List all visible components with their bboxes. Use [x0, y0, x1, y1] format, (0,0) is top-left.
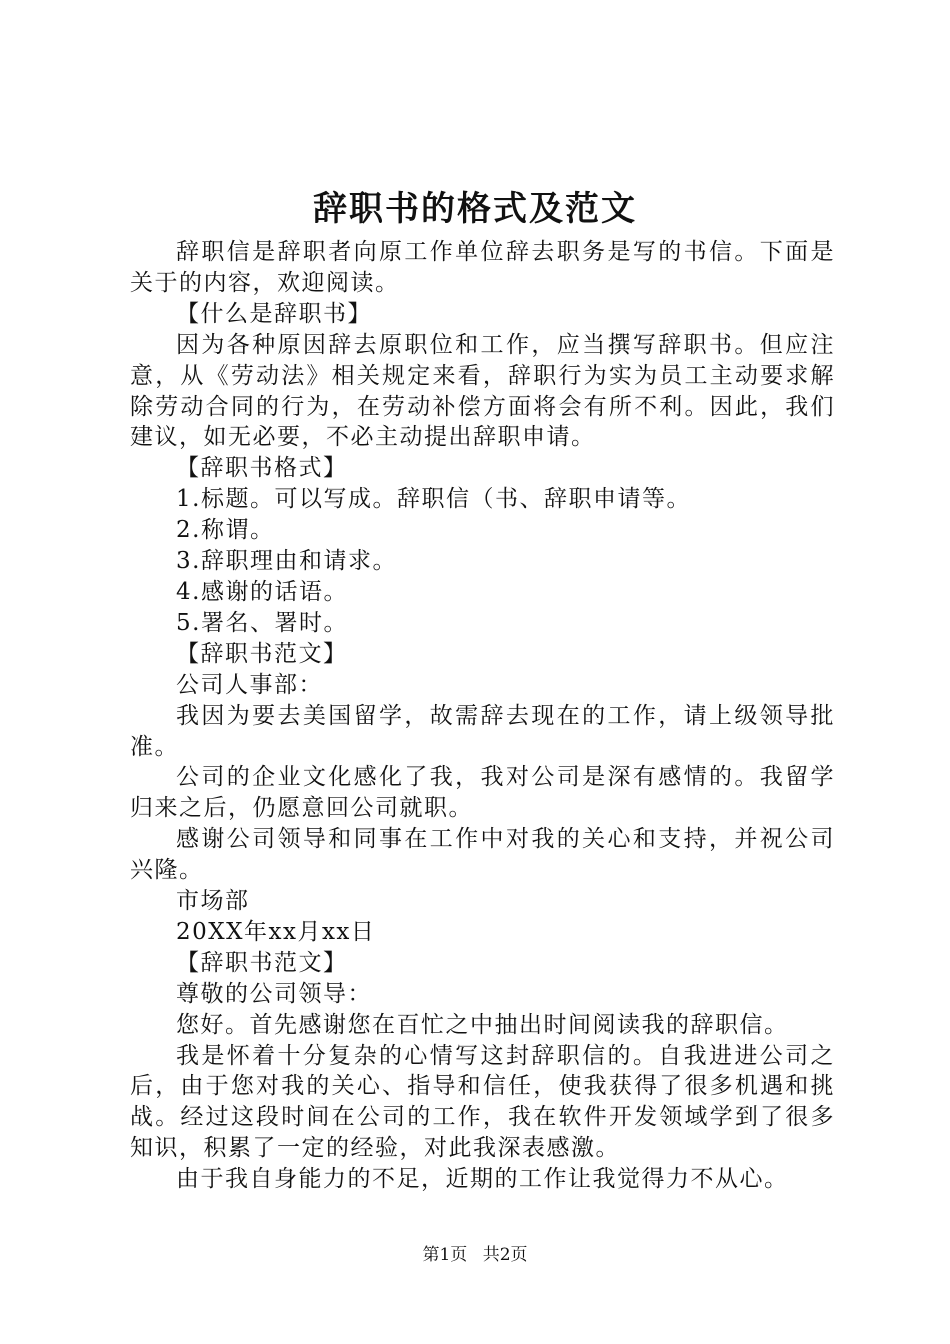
paragraph-what-is: 因为各种原因辞去原职位和工作，应当撰写辞职书。但应注意，从《劳动法》相关规定来看，辞职行为实为员工主动要求解除劳动合同的行为，在劳动补偿方面将会有所不利。因此，我们建议，如无必要，不必主动提出辞职申请。	[130, 331, 835, 451]
format-item-4: 4.感谢的话语。	[176, 578, 348, 605]
sample-2-paragraph-3: 由于我自身能力的不足，近期的工作让我觉得力不从心。	[176, 1166, 789, 1193]
format-item-2: 2.称谓。	[176, 517, 275, 544]
section-heading-format: 【辞职书格式】	[176, 455, 348, 482]
document-title: 辞职书的格式及范文	[313, 189, 637, 229]
section-heading-what-is: 【什么是辞职书】	[176, 300, 372, 327]
sample-1-paragraph-2: 公司的企业文化感化了我，我对公司是深有感情的。我留学归来之后，仍愿意回公司就职。	[130, 764, 835, 822]
sample-1-paragraph-1: 我因为要去美国留学，故需辞去现在的工作，请上级领导批准。	[130, 702, 835, 760]
format-item-5: 5.署名、署时。	[176, 609, 348, 636]
page-number-current: 第1页	[422, 1245, 468, 1265]
sample-1-signature: 市场部	[176, 888, 250, 915]
sample-2-salutation: 尊敬的公司领导：	[176, 980, 372, 1007]
sample-1-paragraph-3: 感谢公司领导和同事在工作中对我的关心和支持，并祝公司兴隆。	[130, 826, 835, 884]
sample-2-paragraph-2: 我是怀着十分复杂的心情写这封辞职信的。自我进进公司之后，由于您对我的关心、指导和信任，使我获得了很多机遇和挑战。经过这段时间在公司的工作，我在软件开发领域学到了很多知识，积累了一定的经验，对此我深表感激。	[130, 1042, 835, 1162]
sample-2-paragraph-1: 您好。首先感谢您在百忙之中抽出时间阅读我的辞职信。	[176, 1011, 789, 1038]
format-item-3: 3.辞职理由和请求。	[176, 548, 397, 575]
page-number-total: 共2页	[482, 1245, 528, 1265]
sample-1-salutation: 公司人事部：	[176, 671, 323, 698]
section-heading-sample-2: 【辞职书范文】	[176, 949, 348, 976]
document-body	[130, 237, 835, 1195]
sample-1-date: 20XX年xx月xx日	[176, 918, 376, 945]
section-heading-sample-1: 【辞职书范文】	[176, 640, 348, 667]
page-footer	[0, 1243, 950, 1267]
format-item-1: 1.标题。可以写成。辞职信（书、辞职申请等。	[176, 486, 691, 513]
paragraph-intro: 辞职信是辞职者向原工作单位辞去职务是写的书信。下面是关于的内容，欢迎阅读。	[130, 239, 835, 296]
